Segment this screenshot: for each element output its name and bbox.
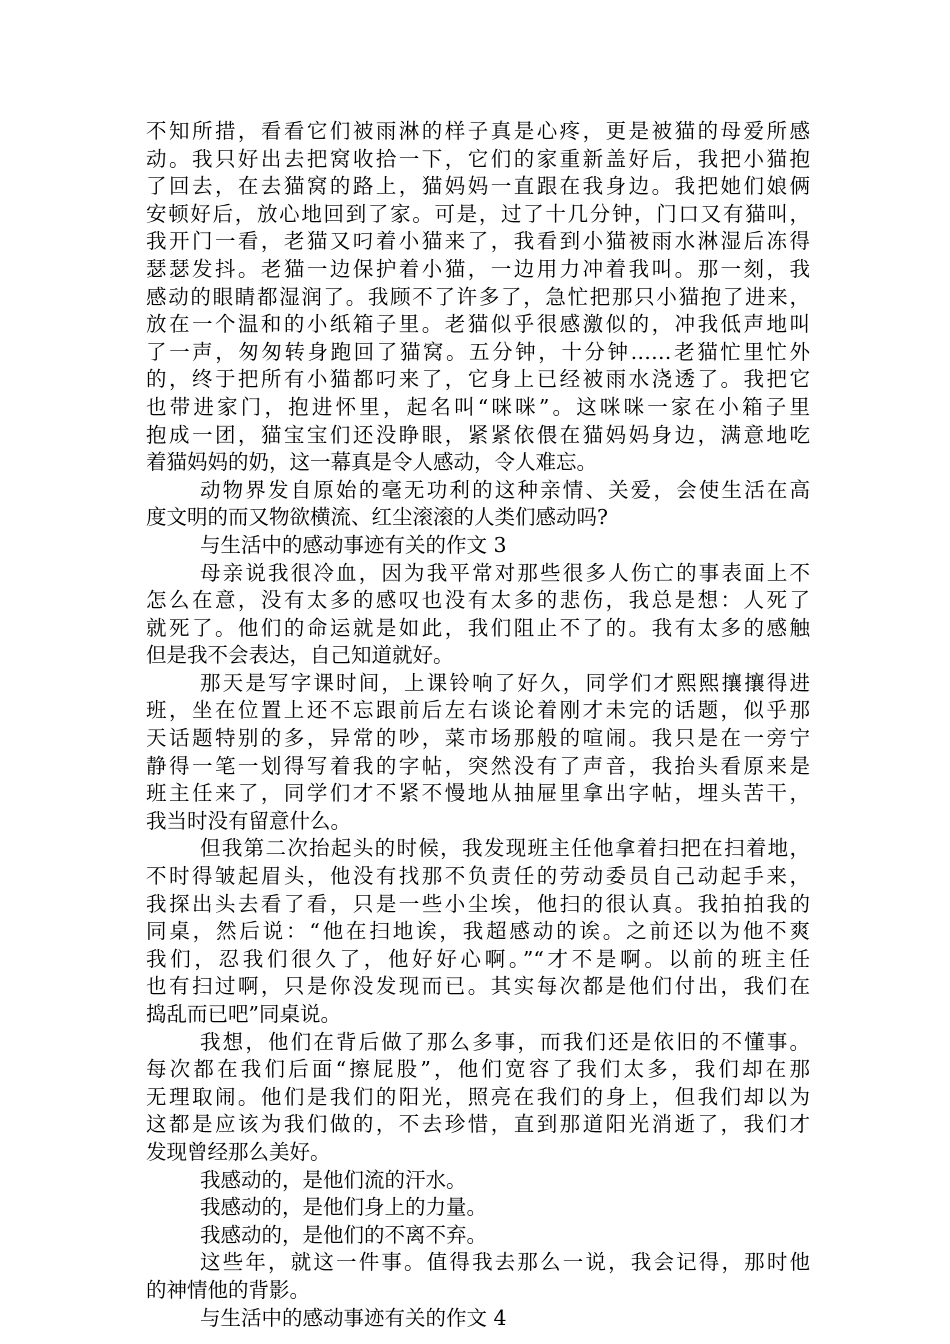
paragraph: [146, 1029, 810, 1167]
paragraph-line: 同桌，然后说：“他在扫地诶，我超感动的诶。之前还以为他不爽: [146, 919, 810, 944]
paragraph-line: 我感动的，是他们身上的力量。: [200, 1195, 487, 1220]
paragraph-line: 的神情他的背影。: [146, 1277, 310, 1302]
paragraph-line: 天话题特别的多，异常的吵，菜市场那般的喧闹。我只是在一旁宁: [146, 726, 810, 751]
paragraph-line: 了回去，在去猫窝的路上，猫妈妈一直跟在我身边。我把她们娘俩: [146, 174, 810, 199]
paragraph-line: 也带进家门，抱进怀里，起名叫“咪咪”。这咪咪一家在小箱子里: [146, 394, 810, 419]
paragraph-line: 不时得皱起眉头，他没有找那不负责任的劳动委员自己动起手来，: [146, 864, 810, 889]
heading-text: 与生活中的感动事迹有关的作文 3: [200, 532, 507, 557]
paragraph-line: 就死了。他们的命运就是如此，我们阻止不了的。我有太多的感触: [146, 615, 810, 640]
paragraph-line: 动物界发自原始的毫无功利的这种亲情、关爱，会使生活在高: [200, 477, 810, 502]
paragraph-line: 无理取闹。他们是我们的阳光，照亮在我们的身上，但我们却以为: [146, 1084, 810, 1109]
paragraph-line: 静得一笔一划得写着我的字帖，突然没有了声音，我抬头看原来是: [146, 753, 810, 778]
paragraph-line: 度文明的而又物欲横流、红尘滚滚的人类们感动吗?: [146, 505, 608, 530]
paragraph-line: 班，坐在位置上还不忘跟前后左右谈论着刚才未完的话题，似乎那: [146, 698, 810, 723]
paragraph-line: 抱成一团，猫宝宝们还没睁眼，紧紧依偎在猫妈妈身边，满意地吃: [146, 422, 810, 447]
paragraph-line: 我想，他们在背后做了那么多事，而我们还是依旧的不懂事。: [200, 1029, 810, 1054]
paragraph-line: 了一声，匆匆转身跑回了猫窝。五分钟，十分钟……老猫忙里忙外: [146, 339, 810, 364]
paragraph-line: 瑟瑟发抖。老猫一边保护着小猫，一边用力冲着我叫。那一刻，我: [146, 256, 810, 281]
paragraph-line: 也有扫过啊，只是你没发现而已。其实每次都是他们付出，我们在: [146, 974, 810, 999]
paragraph: [146, 1249, 810, 1304]
paragraph-line: 我探出头去看了看，只是一些小尘埃，他扫的很认真。我拍拍我的: [146, 891, 810, 916]
paragraph-line: 发现曾经那么美好。: [146, 1139, 331, 1164]
paragraph: [146, 477, 810, 532]
paragraph: [146, 1194, 810, 1222]
heading-text: 与生活中的感动事迹有关的作文 4: [200, 1305, 507, 1330]
paragraph: [146, 1167, 810, 1195]
paragraph-line: 这都是应该为我们做的，不去珍惜，直到那道阳光消逝了，我们才: [146, 1112, 810, 1137]
paragraph-line: 动。我只好出去把窝收拾一下，它们的家重新盖好后，我把小猫抱: [146, 146, 810, 171]
paragraph-line: 感动的眼睛都湿润了。我顾不了许多了，急忙把那只小猫抱了进来，: [146, 284, 810, 309]
paragraph-line: 的，终于把所有小猫都叼来了，它身上已经被雨水浇透了。我把它: [146, 367, 810, 392]
paragraph-line: 着猫妈妈的奶，这一幕真是令人感动，令人难忘。: [146, 450, 597, 475]
document-page: [146, 118, 810, 1332]
paragraph-line: 我们，忍我们很久了，他好好心啊。”“才不是啊。以前的班主任: [146, 946, 810, 971]
paragraph-line: 这些年，就这一件事。值得我去那么一说，我会记得，那时他: [200, 1250, 810, 1275]
paragraph-line: 不知所措，看看它们被雨淋的样子真是心疼，更是被猫的母爱所感: [146, 119, 810, 143]
section-heading: [146, 532, 810, 560]
paragraph-line: 但是我不会表达，自己知道就好。: [146, 643, 454, 668]
paragraph-line: 但我第二次抬起头的时候，我发现班主任他拿着扫把在扫着地，: [200, 836, 810, 861]
section-heading: [146, 1305, 810, 1333]
paragraph-line: 每次都在我们后面“擦屁股”，他们宽容了我们太多，我们却在那: [146, 1057, 810, 1082]
paragraph-line: 怎么在意，没有太多的感叹也没有太多的悲伤，我总是想：人死了: [146, 588, 810, 613]
paragraph: [146, 560, 810, 670]
paragraph: [146, 118, 810, 477]
paragraph-line: 我开门一看，老猫又叼着小猫来了，我看到小猫被雨水淋湿后冻得: [146, 229, 810, 254]
paragraph: [146, 670, 810, 836]
paragraph: [146, 1222, 810, 1250]
paragraph-line: 那天是写字课时间，上课铃响了好久，同学们才熙熙攘攘得进: [200, 670, 810, 695]
paragraph: [146, 835, 810, 1028]
paragraph-line: 我当时没有留意什么。: [146, 808, 351, 833]
paragraph-line: 安顿好后，放心地回到了家。可是，过了十几分钟，门口又有猫叫，: [146, 201, 810, 226]
paragraph-line: 放在一个温和的小纸箱子里。老猫似乎很感激似的，冲我低声地叫: [146, 312, 810, 337]
paragraph-line: 捣乱而已吧”同桌说。: [146, 1002, 341, 1026]
paragraph-line: 母亲说我很冷血，因为我平常对那些很多人伤亡的事表面上不: [200, 560, 810, 585]
paragraph-line: 我感动的，是他们的不离不弃。: [200, 1222, 487, 1247]
paragraph-line: 我感动的，是他们流的汗水。: [200, 1167, 467, 1192]
paragraph-line: 班主任来了，同学们才不紧不慢地从抽屉里拿出字帖，埋头苦干，: [146, 781, 810, 806]
